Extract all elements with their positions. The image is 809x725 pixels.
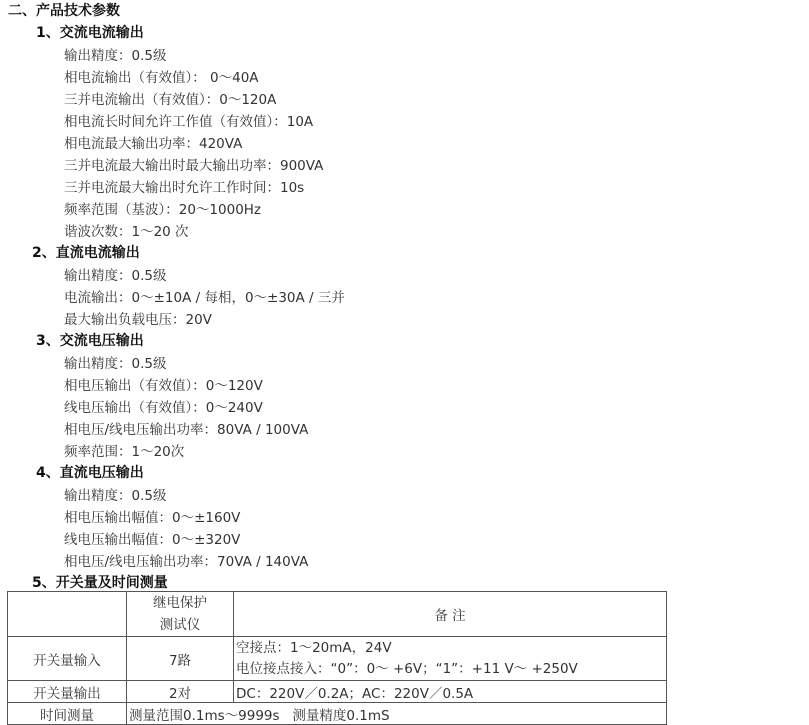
spec-line: 相电流长时间允许工作值（有效值）：10A — [64, 114, 314, 130]
spec-line: 输出精度：0.5级 — [64, 488, 167, 504]
row-note: DC：220V／0.2A；AC：220V／0.5A — [234, 681, 667, 703]
header-device-line1: 继电保护 — [153, 595, 207, 611]
spec-line: 相电压/线电压输出功率：80VA / 100VA — [64, 422, 309, 438]
section-title: 二、产品技术参数 — [8, 3, 120, 19]
spec-line: 相电流输出（有效值）： 0～40A — [64, 70, 259, 86]
spec-line: 频率范围：1～20次 — [64, 444, 185, 460]
table-row — [8, 637, 667, 681]
header-cell-device — [127, 592, 234, 637]
spec-line: 线电压输出（有效值）：0～240V — [64, 400, 263, 416]
spec-line: 输出精度：0.5级 — [64, 356, 167, 372]
row-note-line1: 空接点：1～20mA，24V — [236, 639, 392, 656]
spec-line: 三并电流输出（有效值）：0～120A — [64, 92, 277, 108]
row-value: 2对 — [127, 681, 234, 703]
row-label: 时间测量 — [8, 703, 127, 725]
spec-line: 相电流最大输出功率：420VA — [64, 136, 243, 152]
spec-line: 三并电流最大输出时最大输出功率：900VA — [64, 158, 324, 174]
spec-line: 谐波次数：1～20 次 — [64, 224, 189, 240]
group-title-ac-current: 1、交流电流输出 — [36, 25, 144, 41]
table-row — [8, 703, 667, 725]
spec-line: 电流输出：0～±10A / 每相，0～±30A / 三并 — [64, 290, 345, 306]
spec-line: 输出精度：0.5级 — [64, 268, 167, 284]
header-device-line2: 测试仪 — [159, 617, 201, 633]
spec-line: 相电压输出（有效值）：0～120V — [64, 378, 263, 394]
row-label: 开关量输入 — [8, 637, 127, 681]
group-title-switch-time: 5、开关量及时间测量 — [32, 575, 168, 591]
spec-line: 三并电流最大输出时允许工作时间：10s — [64, 180, 305, 196]
row-value: 7路 — [127, 637, 234, 681]
group-title-ac-voltage: 3、交流电压输出 — [36, 333, 144, 349]
row-note-line2: 电位接点接入：“0”：0～ +6V；“1”：+11 V～ +250V — [236, 660, 578, 677]
table-row — [8, 681, 667, 703]
row-note — [234, 637, 667, 681]
group-title-dc-current: 2、直流电流输出 — [32, 245, 140, 261]
header-cell-notes: 备 注 — [234, 592, 667, 637]
spec-line: 最大输出负载电压：20V — [64, 312, 212, 328]
spec-line: 相电压/线电压输出功率：70VA / 140VA — [64, 554, 309, 570]
spec-line: 频率范围（基波）：20～1000Hz — [64, 202, 262, 218]
header-cell-empty — [8, 592, 127, 637]
group-title-dc-voltage: 4、直流电压输出 — [36, 465, 144, 481]
row-value: 测量范围0.1ms～9999s 测量精度0.1mS — [127, 703, 667, 725]
spec-line: 输出精度：0.5级 — [64, 48, 167, 64]
row-label: 开关量输出 — [8, 681, 127, 703]
spec-line: 线电压输出幅值：0～±320V — [64, 532, 241, 548]
table-header-row — [8, 592, 667, 637]
spec-line: 相电压输出幅值：0～±160V — [64, 510, 241, 526]
switch-time-table — [7, 591, 667, 725]
